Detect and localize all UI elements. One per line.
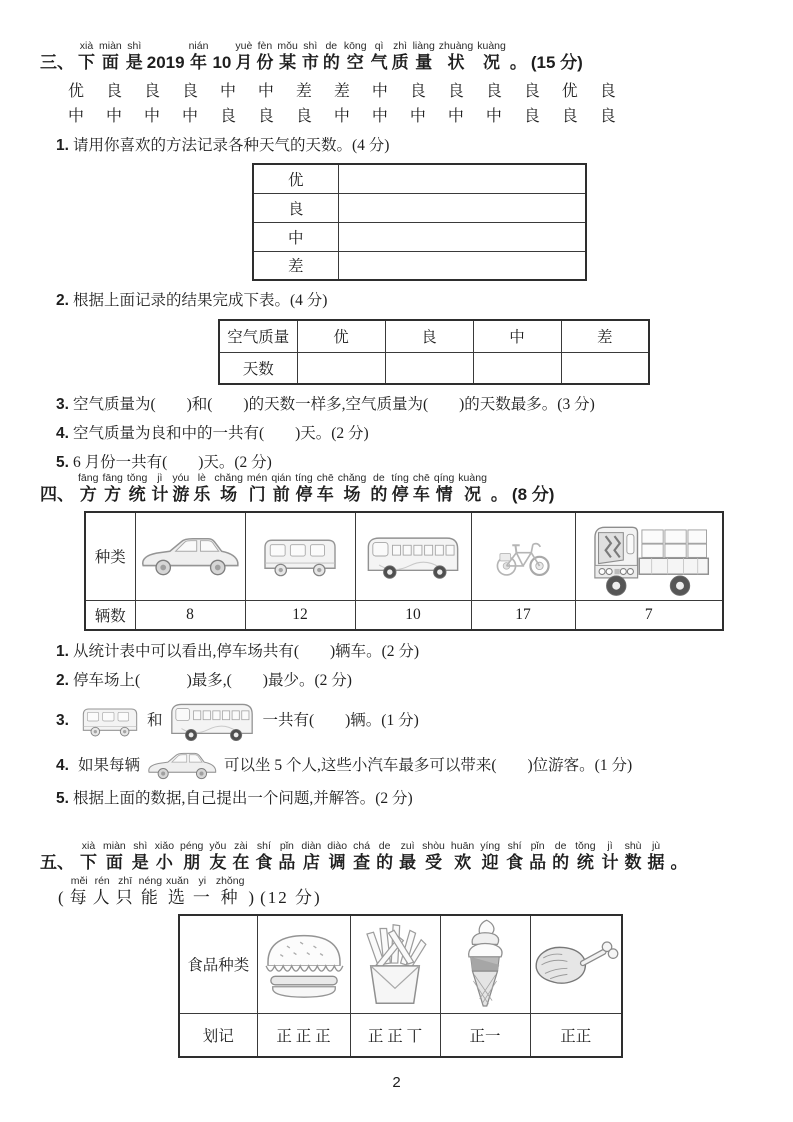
title-unit: miàn 面	[99, 40, 122, 72]
question-number: 3.	[56, 396, 69, 413]
title-unit: )	[248, 888, 257, 907]
title-unit: de 的	[376, 840, 394, 872]
title-unit: yuè 月	[235, 40, 253, 72]
question-text: 空气质量为良和中的一共有( )天。(2 分)	[72, 425, 369, 442]
question-number: 5.	[56, 790, 69, 807]
title-unit: xià 下	[78, 40, 95, 72]
title-unit: xià 下	[80, 840, 97, 872]
summary-header-cell: 优	[297, 320, 385, 352]
summary-header-cell: 空气质量	[219, 320, 297, 352]
air-quality-value: 良	[523, 108, 540, 125]
title-unit: nián 年	[188, 40, 209, 72]
air-quality-value: 中	[485, 108, 502, 125]
title-unit: (8 分)	[511, 485, 555, 504]
title-unit: zhuàng 状	[438, 40, 474, 72]
table-cell	[350, 915, 440, 1013]
title-unit: 。	[509, 53, 527, 72]
tally-marks: 正 正 正	[257, 1013, 350, 1057]
question-text: 请用你喜欢的方法记录各种天气的天数。(4 分)	[72, 137, 390, 154]
question-number: 5.	[56, 454, 69, 471]
air-quality-value: 良	[599, 83, 616, 100]
minibus-icon	[78, 702, 142, 740]
record-blank-cell	[338, 164, 586, 193]
title-unit: tǒng 统	[126, 472, 148, 504]
title-unit: diàn 店	[301, 840, 322, 872]
title-unit: zhì 质	[391, 40, 409, 72]
tally-marks: 正 正 丅	[350, 1013, 440, 1057]
table-row	[179, 915, 622, 1013]
title-unit: fèn 份	[256, 40, 274, 72]
table-cell	[135, 512, 245, 600]
title-unit: chē 车	[412, 472, 430, 504]
summary-row-label: 天数	[219, 352, 297, 384]
title-unit: chá 查	[353, 840, 371, 872]
weather-record-table	[252, 163, 587, 281]
truck-icon	[579, 514, 719, 599]
question-text: 一共有( )辆。(1 分)	[262, 711, 419, 729]
air-quality-value: 良	[409, 83, 426, 100]
weather-grade-label: 差	[253, 251, 338, 280]
air-quality-value: 中	[68, 108, 85, 125]
question-4-2	[56, 669, 760, 693]
table-row	[219, 320, 649, 352]
air-quality-value: 中	[371, 108, 388, 125]
question-number: 2.	[56, 672, 69, 689]
vehicle-type-label: 种类	[85, 512, 135, 600]
title-unit: 四、	[40, 485, 74, 504]
title-unit: yǒu 友	[209, 840, 227, 872]
air-quality-value: 差	[333, 83, 350, 100]
question-3-1	[56, 134, 760, 158]
title-unit: zhī 只	[115, 875, 135, 907]
table-row	[179, 1013, 622, 1057]
title-unit: yóu 游	[172, 472, 190, 504]
title-unit: pǐn 品	[278, 840, 296, 872]
question-text: 停车场上( )最多,( )最少。(2 分)	[72, 672, 352, 689]
title-unit: shì 是	[131, 840, 149, 872]
title-unit: qíng 情	[433, 472, 455, 504]
table-cell	[245, 512, 355, 600]
hamburger-icon	[258, 928, 350, 1000]
question-number: 1.	[56, 643, 69, 660]
vehicle-count: 10	[355, 600, 471, 630]
title-unit: rén 人	[92, 875, 112, 907]
air-quality-value: 良	[257, 108, 274, 125]
air-quality-value: 良	[485, 83, 502, 100]
title-unit: tíng 停	[295, 472, 313, 504]
table-cell	[257, 915, 350, 1013]
title-unit: chǎng 场	[337, 472, 367, 504]
title-unit: 。	[670, 853, 688, 872]
section-3-title	[40, 40, 760, 73]
title-unit: (	[58, 888, 66, 907]
vehicle-count-label: 辆数	[85, 600, 135, 630]
record-blank-cell	[338, 251, 586, 280]
vehicle-count: 17	[471, 600, 575, 630]
air-quality-value: 中	[371, 83, 388, 100]
question-text: 如果每辆	[77, 756, 140, 774]
title-unit: de 的	[322, 40, 340, 72]
ice-cream-icon	[460, 918, 510, 1010]
title-unit: shì 市	[301, 40, 319, 72]
section-5-title	[40, 840, 760, 873]
title-unit: kuàng 况	[458, 472, 487, 504]
fries-icon	[359, 921, 431, 1007]
title-unit: zài 在	[232, 840, 250, 872]
title-unit: kōng 空	[343, 40, 367, 72]
table-row	[253, 222, 586, 251]
title-unit: zuì 最	[399, 840, 417, 872]
air-quality-grid	[68, 79, 616, 129]
table-row	[253, 251, 586, 280]
title-unit: 三、	[40, 53, 74, 72]
page-number: 2	[392, 1074, 401, 1091]
title-unit: kuàng 况	[477, 40, 506, 72]
title-unit: lè 乐	[193, 472, 211, 504]
sedan-icon	[145, 750, 219, 781]
air-quality-value: 中	[105, 108, 122, 125]
question-text: 可以坐 5 个人,这些小汽车最多可以带来( )位游客。(1 分)	[223, 756, 633, 774]
table-cell	[440, 915, 530, 1013]
air-quality-value: 差	[295, 83, 312, 100]
table-row	[253, 193, 586, 222]
title-unit: xuǎn 选	[166, 875, 189, 907]
question-3-2	[56, 289, 760, 313]
food-type-label: 食品种类	[179, 915, 257, 1013]
question-number: 4.	[56, 425, 69, 442]
title-unit: miàn 面	[103, 840, 126, 872]
title-unit: tǒng 统	[575, 840, 596, 872]
question-text: 6 月份一共有( )天。(2 分)	[72, 454, 272, 471]
air-quality-value: 良	[181, 83, 198, 100]
vehicle-count: 12	[245, 600, 355, 630]
question-3-4	[56, 422, 760, 446]
title-unit: 2019	[146, 53, 185, 72]
air-quality-value: 良	[143, 83, 160, 100]
title-unit: qì 气	[370, 40, 388, 72]
table-row	[219, 352, 649, 384]
question-text: 从统计表中可以看出,停车场共有( )辆车。(2 分)	[72, 643, 420, 660]
air-quality-value: 中	[257, 83, 274, 100]
question-number: 2.	[56, 292, 69, 309]
record-blank-cell	[338, 222, 586, 251]
parking-table	[84, 511, 724, 631]
air-quality-value: 良	[599, 108, 616, 125]
chicken-drumstick-icon	[531, 939, 621, 989]
question-text: 根据上面的数据,自己提出一个问题,并解答。(2 分)	[72, 790, 413, 807]
weather-grade-label: 中	[253, 222, 338, 251]
air-quality-value: 良	[295, 108, 312, 125]
title-unit: yi 一	[192, 875, 212, 907]
title-unit: tíng 停	[391, 472, 409, 504]
days-blank-cell	[385, 352, 473, 384]
air-quality-row	[68, 104, 616, 129]
tally-marks: 正正	[530, 1013, 622, 1057]
title-unit: jì 计	[151, 472, 169, 504]
air-quality-value: 中	[409, 108, 426, 125]
title-unit: péng 朋	[180, 840, 204, 872]
days-blank-cell	[561, 352, 649, 384]
title-unit: 五、	[40, 853, 74, 872]
table-row	[85, 600, 723, 630]
vehicle-count: 7	[575, 600, 723, 630]
days-blank-cell	[473, 352, 561, 384]
air-quality-value: 良	[219, 108, 236, 125]
record-blank-cell	[338, 193, 586, 222]
title-unit: (12 分)	[260, 888, 322, 907]
title-unit: chǎng 场	[214, 472, 243, 504]
title-unit: pǐn 品	[529, 840, 547, 872]
title-unit: shí 食	[506, 840, 524, 872]
table-cell	[575, 512, 723, 600]
tally-marks: 正一	[440, 1013, 530, 1057]
question-text: 根据上面记录的结果完成下表。(4 分)	[72, 292, 328, 309]
title-unit: jù 据	[647, 840, 665, 872]
question-4-3	[56, 697, 760, 744]
summary-header-cell: 中	[473, 320, 561, 352]
air-quality-value: 中	[333, 108, 350, 125]
air-quality-summary-table	[218, 319, 650, 385]
title-unit: fāng 方	[102, 472, 123, 504]
title-unit: shù 数	[624, 840, 642, 872]
summary-header-cell: 差	[561, 320, 649, 352]
bus-icon	[363, 530, 463, 582]
air-quality-value: 良	[561, 108, 578, 125]
air-quality-value: 良	[447, 83, 464, 100]
air-quality-value: 中	[447, 108, 464, 125]
air-quality-value: 优	[561, 83, 578, 100]
title-unit: chē 车	[316, 472, 334, 504]
title-unit: mǒu 某	[277, 40, 298, 72]
tally-label: 划记	[179, 1013, 257, 1057]
title-unit: zhǒng 种	[215, 875, 245, 907]
question-text: 和	[146, 711, 163, 729]
table-cell	[530, 915, 622, 1013]
summary-header-cell: 良	[385, 320, 473, 352]
food-survey-table	[178, 914, 623, 1058]
air-quality-value: 中	[219, 83, 236, 100]
question-4-4	[56, 750, 760, 781]
weather-grade-label: 良	[253, 193, 338, 222]
title-unit: (15 分)	[530, 53, 583, 72]
air-quality-value: 良	[105, 83, 122, 100]
title-unit: néng 能	[138, 875, 163, 907]
title-unit: shòu 受	[422, 840, 445, 872]
title-unit: diào 调	[327, 840, 348, 872]
section-3	[40, 40, 760, 475]
table-row	[85, 512, 723, 600]
section-5	[40, 840, 760, 1058]
air-quality-value: 良	[523, 83, 540, 100]
title-unit: 10	[212, 53, 232, 72]
title-unit: yíng 迎	[480, 840, 501, 872]
bicycle-icon	[490, 531, 556, 581]
title-unit: mén 门	[246, 472, 268, 504]
title-unit: de 的	[370, 472, 388, 504]
title-unit: xiǎo 小	[154, 840, 175, 872]
title-unit: 。	[490, 485, 508, 504]
section-4	[40, 472, 760, 811]
weather-grade-label: 优	[253, 164, 338, 193]
title-unit: shí 食	[255, 840, 273, 872]
title-unit: jì 计	[601, 840, 619, 872]
table-cell	[471, 512, 575, 600]
question-3-3	[56, 393, 760, 417]
section-4-title	[40, 472, 760, 505]
bus-icon	[167, 697, 257, 744]
question-number: 4.	[56, 756, 69, 774]
vehicle-count: 8	[135, 600, 245, 630]
title-unit: qián 前	[271, 472, 292, 504]
air-quality-value: 中	[143, 108, 160, 125]
air-quality-row	[68, 79, 616, 104]
question-number: 1.	[56, 137, 69, 154]
sedan-icon	[137, 534, 243, 578]
days-blank-cell	[297, 352, 385, 384]
question-number: 3.	[56, 711, 69, 729]
table-cell	[355, 512, 471, 600]
table-row	[253, 164, 586, 193]
question-4-5	[56, 787, 760, 811]
air-quality-value: 中	[181, 108, 198, 125]
question-4-1	[56, 640, 760, 664]
title-unit: liàng 量	[412, 40, 435, 72]
title-unit: fāng 方	[78, 472, 99, 504]
air-quality-value: 优	[68, 83, 85, 100]
title-unit: de 的	[552, 840, 570, 872]
question-text: 空气质量为( )和( )的天数一样多,空气质量为( )的天数最多。(3 分)	[72, 396, 595, 413]
title-unit: shì 是	[125, 40, 143, 72]
title-unit: měi 每	[69, 875, 89, 907]
minibus-icon	[258, 532, 342, 580]
title-unit: huān 欢	[450, 840, 475, 872]
section-5-subtitle	[58, 875, 760, 908]
